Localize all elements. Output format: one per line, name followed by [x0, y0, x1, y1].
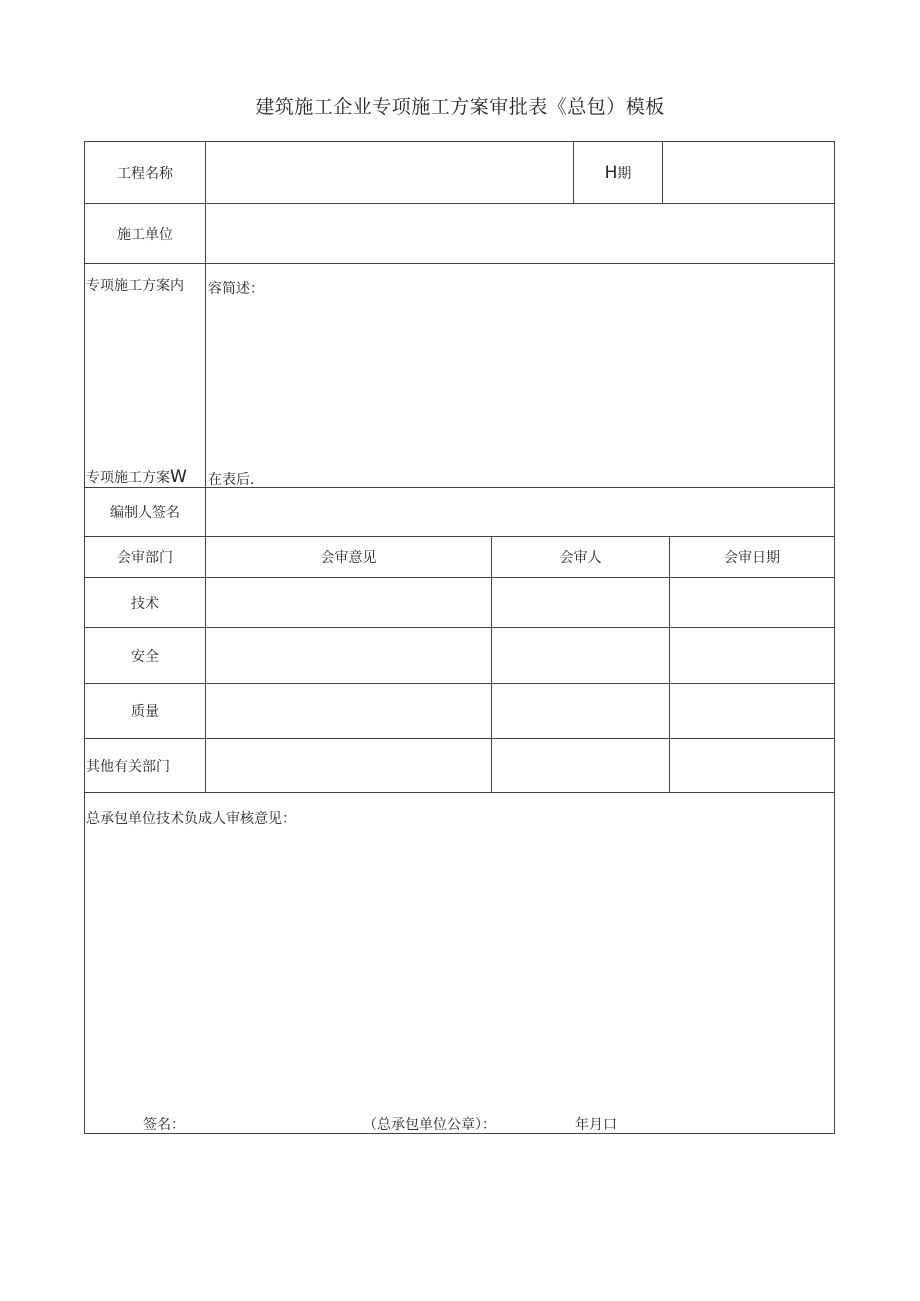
review-date-field[interactable]	[670, 628, 834, 683]
approval-form-table	[84, 141, 835, 1134]
review-reviewer-field[interactable]	[492, 739, 669, 792]
date-label-prefix: H	[604, 162, 618, 183]
plan-summary-label: 专项施工方案内	[86, 278, 184, 294]
contractor-field[interactable]	[206, 204, 834, 263]
review-reviewer-field[interactable]	[492, 684, 669, 738]
plan-summary-field[interactable]	[206, 302, 834, 452]
review-reviewer-field[interactable]	[492, 578, 669, 627]
date-field[interactable]	[663, 142, 834, 203]
review-opinion-field[interactable]	[206, 684, 491, 738]
review-dept-quality: 质量	[131, 704, 159, 720]
project-name-field[interactable]	[206, 142, 573, 203]
plan-attach-glyph: W	[170, 467, 187, 487]
review-date-field[interactable]	[670, 739, 834, 792]
review-dept-safety: 安全	[131, 648, 159, 665]
review-header-date: 会审日期	[724, 550, 780, 566]
review-date-field[interactable]	[670, 578, 834, 627]
review-header-opinion: 会审意见	[320, 550, 377, 566]
review-opinion-field[interactable]	[206, 628, 491, 683]
company-seal-label: （总承包单位公章）：	[363, 1117, 496, 1133]
review-header-dept: 会审部门	[117, 550, 173, 566]
page-title: 建筑施工企业专项施工方案审批表《总包）模板	[255, 96, 665, 118]
signature-label: 签名：	[143, 1117, 185, 1133]
plan-summary-label-cont: 容简述：	[208, 281, 264, 297]
plan-attach-label-cont: 在表后.	[208, 472, 255, 488]
plan-attach-label-text: 专项施工方案	[86, 470, 170, 486]
date-label-suffix: 期	[617, 165, 632, 182]
preparer-signature-field[interactable]	[206, 488, 834, 536]
plan-attach-label	[86, 467, 187, 487]
row-divider	[85, 263, 834, 264]
footer-date: 年月口	[575, 1117, 617, 1133]
row-divider	[85, 792, 834, 793]
gc-opinion-label: 总承包单位技术负成人审核意见：	[86, 811, 296, 827]
project-name-label: 工程名称	[117, 165, 173, 182]
review-dept-technical: 技术	[131, 595, 159, 612]
review-opinion-field[interactable]	[206, 739, 491, 792]
review-dept-other: 其他有关部门	[86, 759, 170, 775]
review-date-field[interactable]	[670, 684, 834, 738]
review-header-reviewer: 会审人	[559, 550, 602, 566]
preparer-label: 编制人签名	[110, 505, 180, 521]
date-label	[574, 142, 662, 203]
gc-opinion-field[interactable]	[85, 832, 834, 1102]
contractor-label: 施工单位	[117, 226, 173, 243]
review-opinion-field[interactable]	[206, 578, 491, 627]
review-reviewer-field[interactable]	[492, 628, 669, 683]
